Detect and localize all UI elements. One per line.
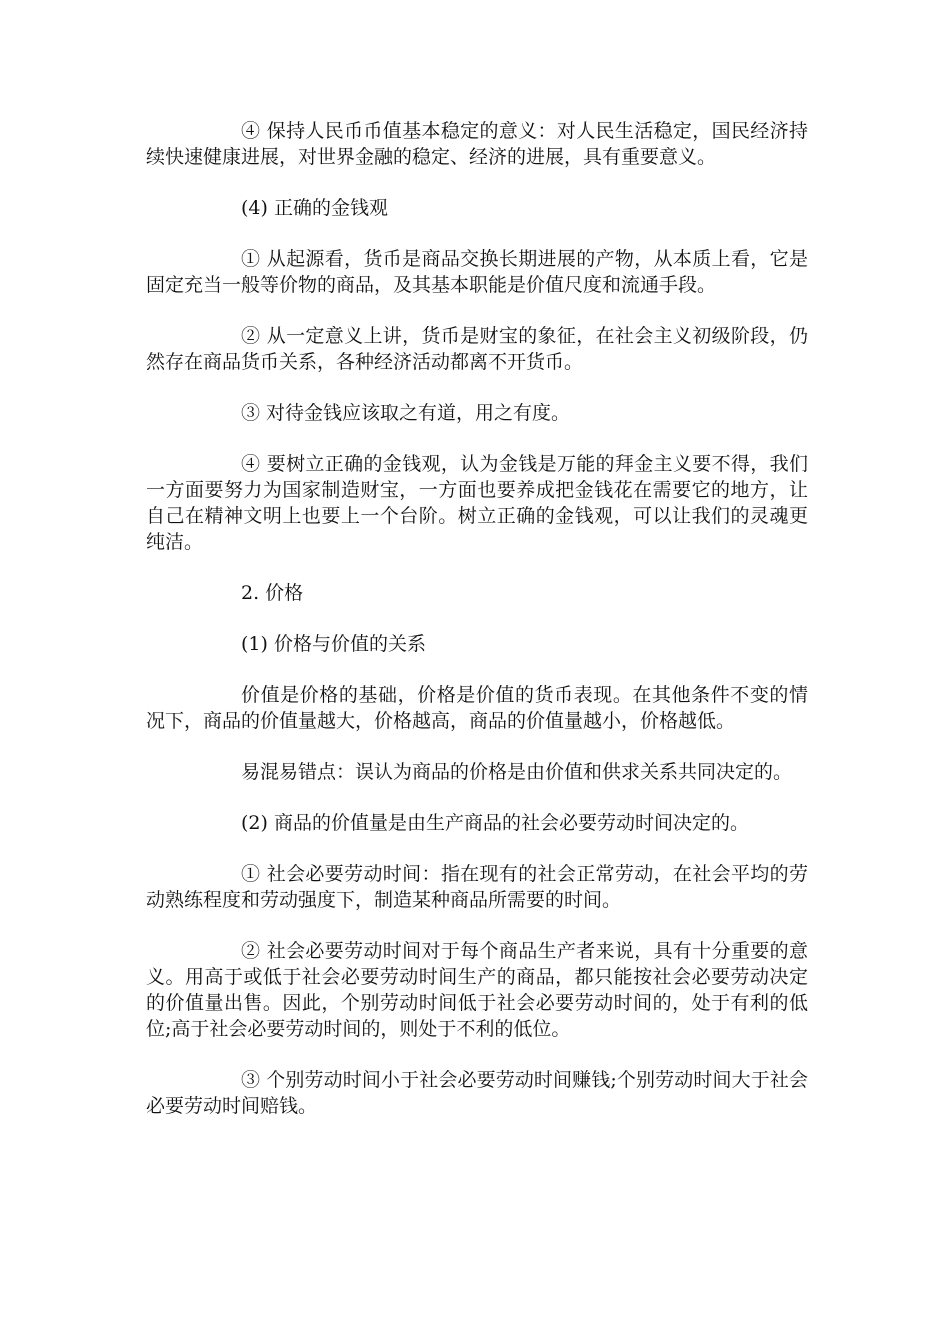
heading-value-amount: (2) 商品的价值量是由生产商品的社会必要劳动时间决定的。	[241, 812, 749, 834]
paragraph-correct-money-view: ④ 要树立正确的金钱观，认为金钱是万能的拜金主义要不得，我们一方面要努力为国家制造财宝，一方面也要养成把金钱花在需要它的地方，让自己在精神文明上也要上一个台阶。树立正确的金钱观，可以让我们的灵魂更纯洁。	[146, 453, 808, 553]
paragraph-individual-labor-time: ③ 个别劳动时间小于社会必要劳动时间赚钱;个别劳动时间大于社会必要劳动时间赔钱。	[146, 1069, 808, 1117]
paragraph-rmb-stability: ④ 保持人民币币值基本稳定的意义：对人民生活稳定，国民经济持续快速健康进展，对世界金融的稳定、经济的进展，具有重要意义。	[146, 120, 808, 168]
paragraph-money-attitude: ③ 对待金钱应该取之有道，用之有度。	[241, 402, 571, 424]
paragraph-labor-time-significance: ② 社会必要劳动时间对于每个商品生产者来说，具有十分重要的意义。用高于或低于社会必要劳动时间生产的商品，都只能按社会必要劳动决定的价值量出售。因此，个别劳动时间低于社会必要劳动时间的，处于有利的低位;高于社会必要劳动时间的，则处于不利的低位。	[146, 940, 808, 1040]
heading-price: 2. 价格	[241, 582, 304, 604]
paragraph-labor-time-definition: ① 社会必要劳动时间：指在现有的社会正常劳动，在社会平均的劳动熟练程度和劳动强度下，制造某种商品所需要的时间。	[146, 863, 808, 911]
paragraph-money-wealth: ② 从一定意义上讲，货币是财宝的象征，在社会主义初级阶段，仍然存在商品货币关系，各种经济活动都离不开货币。	[146, 325, 808, 373]
heading-price-value-relation: (1) 价格与价值的关系	[241, 633, 426, 655]
document-body	[146, 118, 808, 1144]
paragraph-value-basis: 价值是价格的基础，价格是价值的货币表现。在其他条件不变的情况下，商品的价值量越大，价格越高，商品的价值量越小，价格越低。	[146, 684, 808, 732]
heading-money-view: (4) 正确的金钱观	[241, 197, 388, 219]
paragraph-common-mistake: 易混易错点：误认为商品的价格是由价值和供求关系共同决定的。	[241, 761, 793, 783]
paragraph-money-origin: ① 从起源看，货币是商品交换长期进展的产物，从本质上看，它是固定充当一般等价物的商品，及其基本职能是价值尺度和流通手段。	[146, 248, 808, 296]
